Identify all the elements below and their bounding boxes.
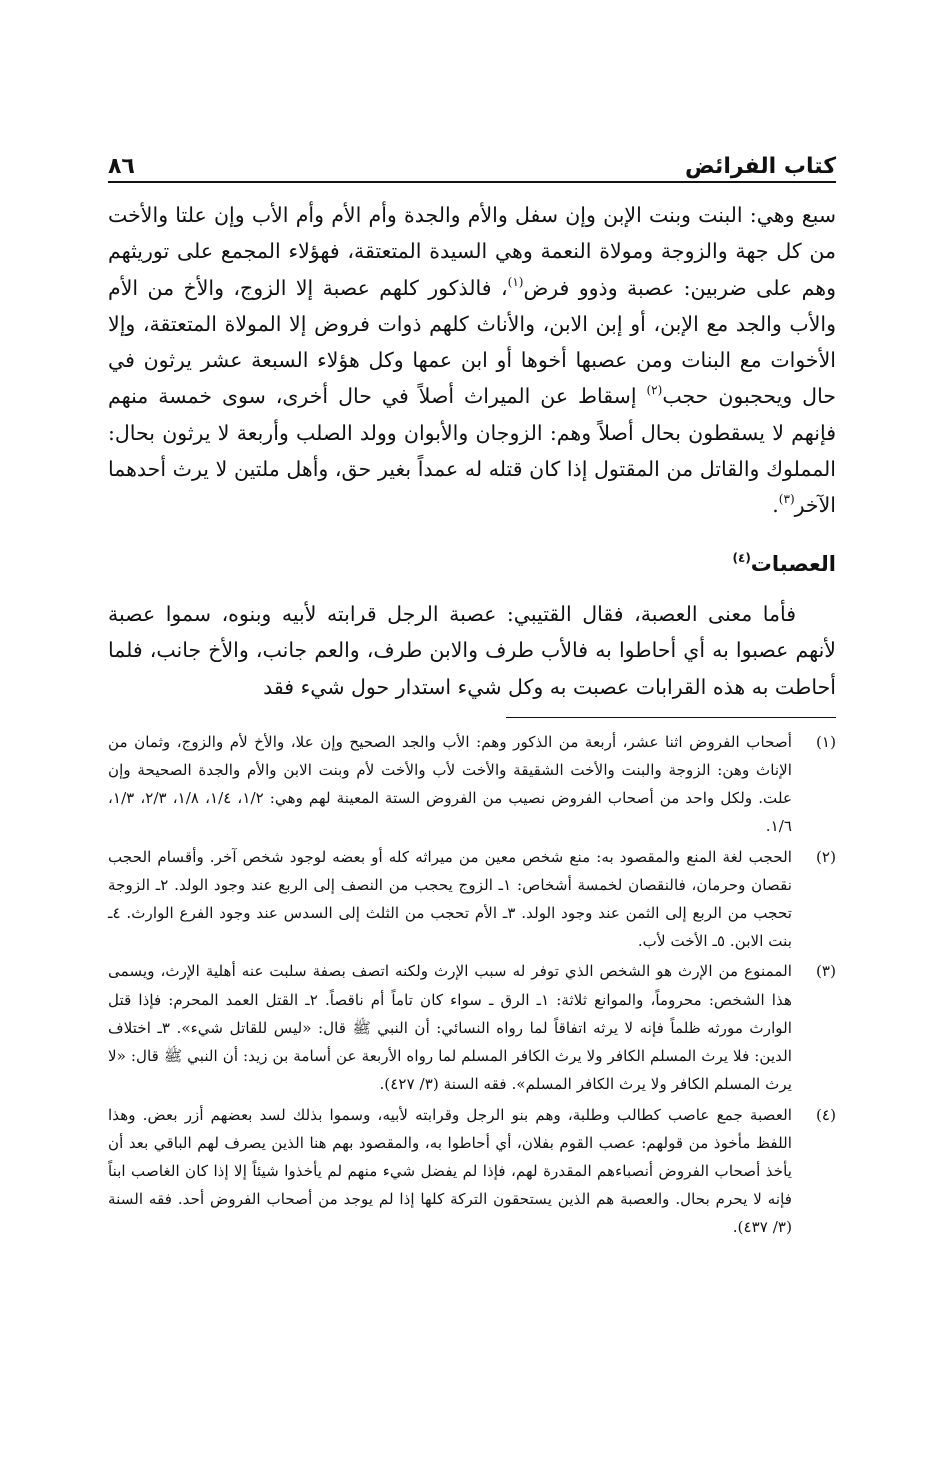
footnote-number: (٤) xyxy=(815,1105,836,1124)
book-page xyxy=(108,145,836,1244)
footnote-ref-3[interactable]: (٣) xyxy=(778,492,795,507)
paragraph-text: ، فالذكور كلهم عصبة إلا الزوج، والأخ من الأم والأب والجد مع الإبن، أو إبن الابن، والأناث كلهم ذوات فروض إلا المولاة المتعتقة، وإلا الأخوات مع البنات ومن عصبها أخوها أو ابن عمها وكل هؤلاء السبعة عشر يرثون في حال ويحجبون حجب xyxy=(108,275,836,409)
footnote-number: (١) xyxy=(815,732,836,751)
paragraph-definition: فأما معنى العصبة، فقال القتيبي: عصبة الرجل قرابته لأبيه وبنوه، سموا عصبة لأنهم عصبوا به أي أحاطوا به فالأب طرف والابن طرف، والعم جانب، والأخ جانب، فلما أحاطت به هذه القرابات عصبت به وكل شيء استدار حول شيء فقد xyxy=(108,601,836,699)
footnote-number: (٣) xyxy=(815,962,836,981)
paragraph-text: إسقاط عن الميراث أصلاً في حال أخرى، سوى خمسة منهم فإنهم لا يسقطون بحال أصلاً وهم: الزوجان والأبوان وولد الصلب وأربعة لا يرثون بحال: المملوك والقاتل من المقتول إذا كان قتله له عمداً بغير حق، وأهل ملتين لا يرث أحدهما الآخر xyxy=(108,384,836,518)
footnote-2 xyxy=(108,843,836,956)
footnotes xyxy=(108,728,836,1242)
footnote-divider xyxy=(506,717,836,718)
book-title: كتاب الفرائض xyxy=(685,154,836,179)
footnote-text: الممنوع من الإرث هو الشخص الذي توفر له سبب الإرث ولكنه اتصف بصفة سلبت عنه أهلية الإرث، ويسمى هذا الشخص: محروماً، والموانع ثلاثة: ١ـ الرق ـ سواء كان تاماً أم ناقصاً. ٢ـ القتل العمد المحرم: فإذا قتل الوارث مورثه ظلماً فإنه لا يرثه اتفاقاً لما رواه النسائي: أن النبي ﷺ قال: «ليس للقاتل شيء». ٣ـ اختلاف الدين: فلا يرث المسلم الكافر ولا يرث الكافر المسلم لما رواه الأربعة عن أسامة بن زيد: أن النبي ﷺ قال: «لا يرث المسلم الكافر ولا يرث الكافر المسلم». فقه السنة (٣/ ٤٢٧). xyxy=(108,962,792,1094)
footnote-ref-2[interactable]: (٢) xyxy=(646,383,663,398)
footnote-3 xyxy=(108,957,836,1098)
footnote-4 xyxy=(108,1101,836,1242)
paragraph-intro xyxy=(108,197,836,524)
footnote-text: العصبة جمع عاصب كطالب وطلبة، وهم بنو الرجل وقرابته لأبيه، وسموا بذلك لسد بعضهم أزر بعض. وهذا اللفظ مأخوذ من قولهم: عصب القوم بفلان، أي أحاطوا به، والمقصود بهم هنا الذين يصرف لهم الباقي بعد أن يأخذ أصحاب الفروض أنصباءهم المقدرة لهم، فإذا لم يفضل شيء منهم لم يأخذوا شيئاً إلا إذا كان الغاصب ابناً فإنه لا يحرم بحال. والعصبة هم الذين يستحقون التركة كلها إذا لم يوجد من أصحاب الفروض أحد. فقه السنة (٣/ ٤٣٧). xyxy=(108,1105,792,1237)
footnote-number: (٢) xyxy=(815,847,836,866)
footnote-ref-4[interactable]: (٤) xyxy=(732,550,751,565)
page-number: ٨٦ xyxy=(108,154,135,179)
paragraph-text: سبع وهي: البنت وبنت الإبن وإن سفل والأم والجدة وأم الأم وأم الأب وإن علتا والأخت من كل جهة والزوجة ومولاة النعمة وهي السيدة المتعتقة، فهؤلاء المجمع على توريثهم وهم على ضربين: عصبة وذوو فرض xyxy=(108,203,837,300)
section-heading xyxy=(108,546,836,582)
footnote-1 xyxy=(108,728,836,841)
main-text xyxy=(108,197,836,705)
footnote-text: الحجب لغة المنع والمقصود به: منع شخص معين من ميراثه كله أو بعضه لوجود شخص آخر. وأقسام الحجب نقصان وحرمان، فالنقصان لخمسة أشخاص: ١ـ الزوج يحجب من النصف إلى الربع عند وجود الولد. ٢ـ الزوجة تحجب من الربع إلى الثمن عند وجود الولد. ٣ـ الأم تحجب من الثلث إلى السدس عند وجود الفرع الوارث. ٤ـ بنت الابن. ٥ـ الأخت لأب. xyxy=(108,847,792,951)
footnote-ref-1[interactable]: (١) xyxy=(507,274,524,289)
paragraph-text: . xyxy=(772,493,779,518)
running-header xyxy=(108,145,836,183)
section-title: العصبات xyxy=(750,551,836,576)
footnote-text: أصحاب الفروض اثنا عشر، أربعة من الذكور وهم: الأب والجد الصحيح وإن علا، والأخ لأم والزوج، وثمان من الإناث وهن: الزوجة والبنت والأخت الشقيقة والأخت لأب والأخت لأم وبنت الابن والأم والجدة الصحيحة وإن علت. ولكل واحد من أصحاب الفروض نصيب من الفروض الستة المعينة لهم وهي: ١/٢، ١/٤، ١/٨، ٢/٣، ١/٣، ١/٦. xyxy=(108,732,793,836)
